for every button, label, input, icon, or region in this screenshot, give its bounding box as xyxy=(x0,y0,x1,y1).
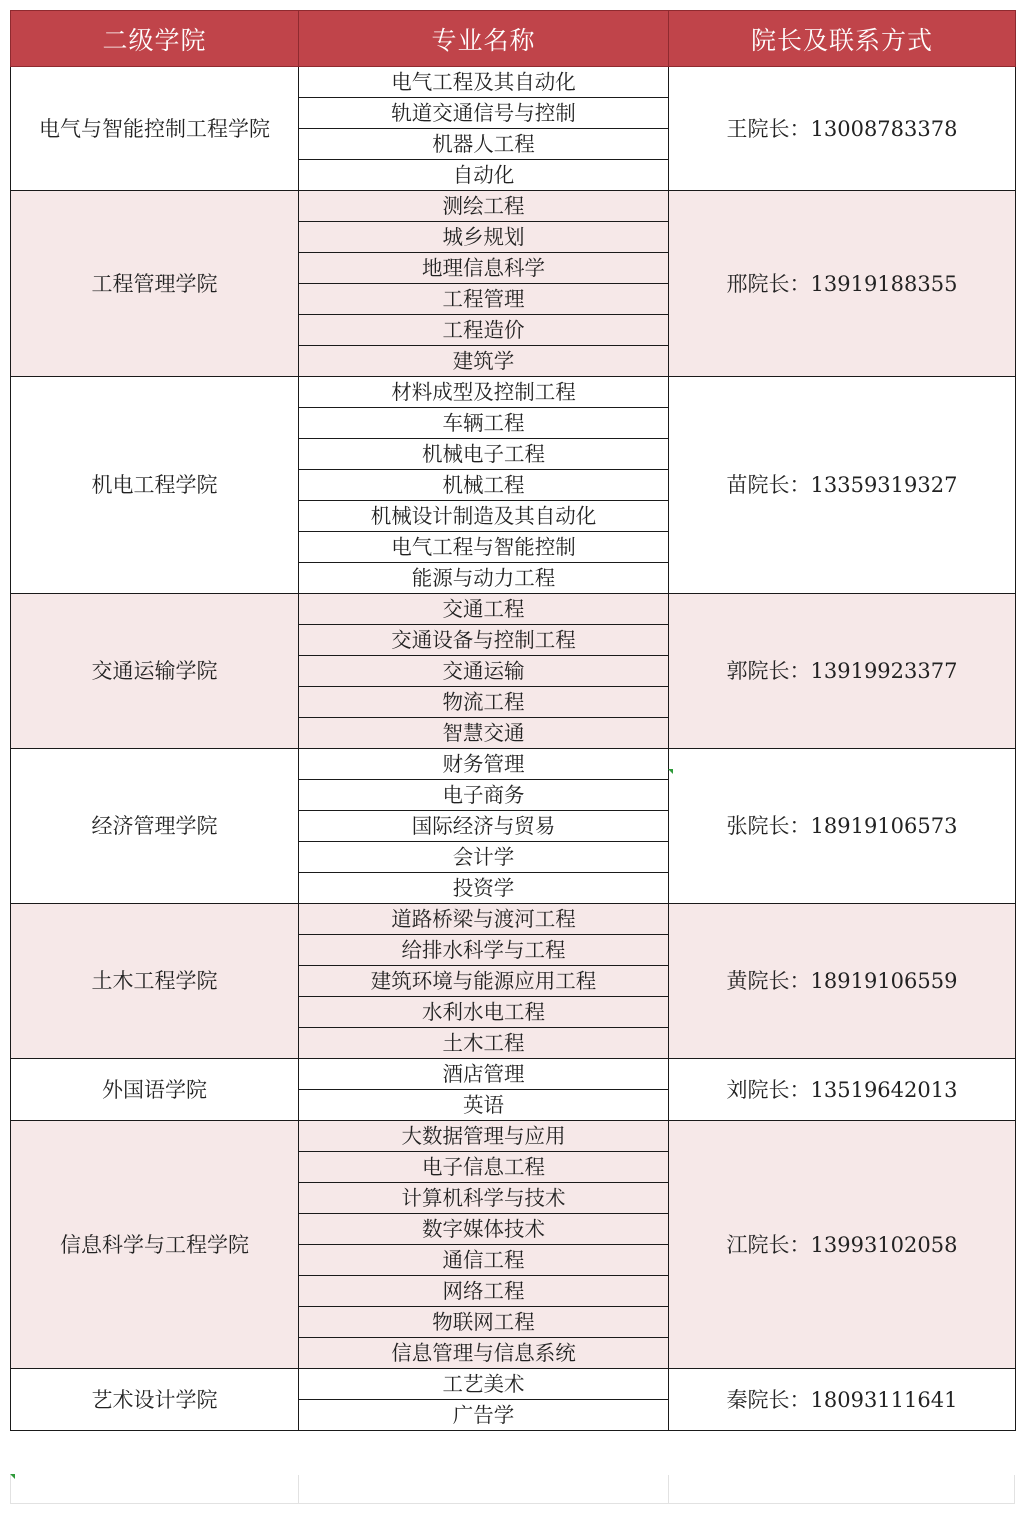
major-name-cell[interactable]: 广告学 xyxy=(299,1400,669,1431)
major-name-cell[interactable]: 网络工程 xyxy=(299,1276,669,1307)
table-row xyxy=(11,67,1016,98)
header-row xyxy=(11,11,1016,67)
major-name-cell[interactable]: 测绘工程 xyxy=(299,191,669,222)
college-majors-table xyxy=(10,10,1016,1431)
major-name-cell[interactable]: 国际经济与贸易 xyxy=(299,811,669,842)
major-name-cell[interactable]: 自动化 xyxy=(299,160,669,191)
college-name-cell[interactable]: 机电工程学院 xyxy=(11,377,299,594)
major-name-cell[interactable]: 电子信息工程 xyxy=(299,1152,669,1183)
major-name-cell[interactable]: 工艺美术 xyxy=(299,1369,669,1400)
major-name-cell[interactable]: 工程造价 xyxy=(299,315,669,346)
college-name-cell[interactable]: 信息科学与工程学院 xyxy=(11,1121,299,1369)
table-row xyxy=(11,1059,1016,1090)
major-name-cell[interactable]: 数字媒体技术 xyxy=(299,1214,669,1245)
table-row xyxy=(11,1121,1016,1152)
table-row xyxy=(11,191,1016,222)
dean-contact-cell[interactable]: 黄院长：18919106559 xyxy=(669,904,1016,1059)
major-name-cell[interactable]: 交通工程 xyxy=(299,594,669,625)
header-dean-contact[interactable]: 院长及联系方式 xyxy=(669,11,1016,67)
major-name-cell[interactable]: 大数据管理与应用 xyxy=(299,1121,669,1152)
major-name-cell[interactable]: 信息管理与信息系统 xyxy=(299,1338,669,1369)
header-college[interactable]: 二级学院 xyxy=(11,11,299,67)
dean-contact-cell[interactable]: 王院长：13008783378 xyxy=(669,67,1016,191)
major-name-cell[interactable]: 电气工程及其自动化 xyxy=(299,67,669,98)
major-name-cell[interactable]: 财务管理 xyxy=(299,749,669,780)
major-name-cell[interactable]: 交通设备与控制工程 xyxy=(299,625,669,656)
table-row xyxy=(11,749,1016,780)
table-row xyxy=(11,594,1016,625)
table-row xyxy=(11,377,1016,408)
major-name-cell[interactable]: 道路桥梁与渡河工程 xyxy=(299,904,669,935)
college-name-cell[interactable]: 艺术设计学院 xyxy=(11,1369,299,1431)
major-name-cell[interactable]: 机器人工程 xyxy=(299,129,669,160)
major-name-cell[interactable]: 投资学 xyxy=(299,873,669,904)
empty-grid-row xyxy=(10,1475,1015,1504)
major-name-cell[interactable]: 机械电子工程 xyxy=(299,439,669,470)
major-name-cell[interactable]: 土木工程 xyxy=(299,1028,669,1059)
major-name-cell[interactable]: 通信工程 xyxy=(299,1245,669,1276)
major-name-cell[interactable]: 水利水电工程 xyxy=(299,997,669,1028)
cell-comment-marker xyxy=(668,769,673,774)
major-name-cell[interactable]: 物联网工程 xyxy=(299,1307,669,1338)
table-body xyxy=(11,67,1016,1431)
major-name-cell[interactable]: 智慧交通 xyxy=(299,718,669,749)
cell-comment-marker xyxy=(10,1474,15,1479)
table-row xyxy=(11,1369,1016,1400)
major-name-cell[interactable]: 建筑环境与能源应用工程 xyxy=(299,966,669,997)
major-name-cell[interactable]: 交通运输 xyxy=(299,656,669,687)
major-name-cell[interactable]: 电气工程与智能控制 xyxy=(299,532,669,563)
major-name-cell[interactable]: 车辆工程 xyxy=(299,408,669,439)
dean-contact-cell[interactable]: 邢院长：13919188355 xyxy=(669,191,1016,377)
major-name-cell[interactable]: 材料成型及控制工程 xyxy=(299,377,669,408)
major-name-cell[interactable]: 能源与动力工程 xyxy=(299,563,669,594)
major-name-cell[interactable]: 机械工程 xyxy=(299,470,669,501)
dean-contact-cell[interactable]: 刘院长：13519642013 xyxy=(669,1059,1016,1121)
major-name-cell[interactable]: 计算机科学与技术 xyxy=(299,1183,669,1214)
dean-contact-cell[interactable]: 苗院长：13359319327 xyxy=(669,377,1016,594)
major-name-cell[interactable]: 城乡规划 xyxy=(299,222,669,253)
major-name-cell[interactable]: 物流工程 xyxy=(299,687,669,718)
college-majors-sheet xyxy=(10,10,1015,1431)
major-name-cell[interactable]: 英语 xyxy=(299,1090,669,1121)
college-name-cell[interactable]: 交通运输学院 xyxy=(11,594,299,749)
header-major[interactable]: 专业名称 xyxy=(299,11,669,67)
college-name-cell[interactable]: 外国语学院 xyxy=(11,1059,299,1121)
major-name-cell[interactable]: 建筑学 xyxy=(299,346,669,377)
college-name-cell[interactable]: 工程管理学院 xyxy=(11,191,299,377)
major-name-cell[interactable]: 轨道交通信号与控制 xyxy=(299,98,669,129)
dean-contact-cell[interactable]: 张院长：18919106573 xyxy=(669,749,1016,904)
major-name-cell[interactable]: 酒店管理 xyxy=(299,1059,669,1090)
college-name-cell[interactable]: 经济管理学院 xyxy=(11,749,299,904)
dean-contact-cell[interactable]: 秦院长：18093111641 xyxy=(669,1369,1016,1431)
college-name-cell[interactable]: 土木工程学院 xyxy=(11,904,299,1059)
major-name-cell[interactable]: 工程管理 xyxy=(299,284,669,315)
major-name-cell[interactable]: 会计学 xyxy=(299,842,669,873)
major-name-cell[interactable]: 电子商务 xyxy=(299,780,669,811)
table-row xyxy=(11,904,1016,935)
major-name-cell[interactable]: 给排水科学与工程 xyxy=(299,935,669,966)
college-name-cell[interactable]: 电气与智能控制工程学院 xyxy=(11,67,299,191)
major-name-cell[interactable]: 机械设计制造及其自动化 xyxy=(299,501,669,532)
dean-contact-cell[interactable]: 郭院长：13919923377 xyxy=(669,594,1016,749)
dean-contact-cell[interactable]: 江院长：13993102058 xyxy=(669,1121,1016,1369)
major-name-cell[interactable]: 地理信息科学 xyxy=(299,253,669,284)
